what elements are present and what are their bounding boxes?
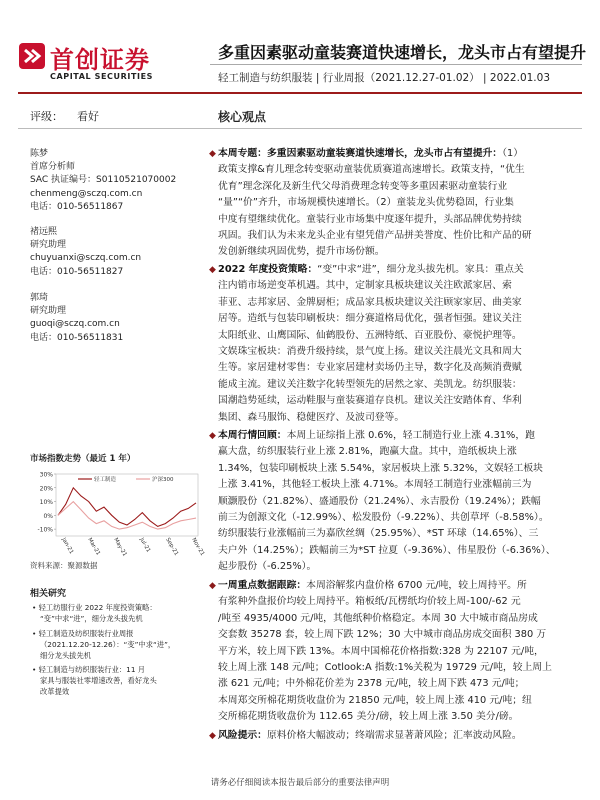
core-point-market-review: ◆ 本周行情回顾：本周上证综指上涨 0.6%，轻工制造行业上涨 4.31%，跑 赢大盘，纺织服装行业上涨 2.81%，跑赢大盘。其中，造纸板块上涨 1.34%，包装印刷板块上涨 5.54%，家居板块上涨 5.32%，文娱轻工板块 上涨 3.41%，其他轻工板块上涨 4.71%。本周轻工制造行业涨幅前三为 顺灏股份（21.82%）、盛通股份（21.24%）、永吉股份（19.24%）；跌幅 前三为创源文化（-12.99%）、松发股份（-9.22%）、共创草坪（-8.58%）。 纺织服装行业涨幅前三为嘉欣丝绸（25.95%）、*ST 环球（14.65%）、三 夫户外（14.25%）；跌幅前三为*ST 拉夏（-9.36%）、伟星股份（-6.36%）、 起步股份（-6.25%）。 <box>209 430 556 573</box>
analyst-phone: 电话：010-56511831 <box>30 332 124 343</box>
header-divider <box>210 64 582 65</box>
analyst-email[interactable]: chenmeng@sczq.com.cn <box>30 188 143 199</box>
company-logo-name: 首创证券 <box>50 45 150 74</box>
analyst-block <box>30 226 202 279</box>
analyst-block <box>30 292 202 345</box>
y-tick-label: 10% <box>39 499 53 507</box>
analyst-email[interactable]: chuyuanxi@sczq.com.cn <box>30 253 142 264</box>
bullet-icon: ◆ <box>209 731 216 741</box>
x-tick-label: Sep-21 <box>164 537 180 557</box>
rating <box>30 108 99 124</box>
company-logo-en: CAPITAL SECURITIES <box>50 72 154 81</box>
legend-label: 轻工制造 <box>94 477 117 483</box>
company-logo-mark <box>18 42 46 70</box>
analyst-name: 郭琦 <box>30 293 49 303</box>
analyst-role: 研究助理 <box>30 306 67 317</box>
core-views-heading: 核心观点 <box>218 110 267 124</box>
analyst-role: 研究助理 <box>30 240 67 251</box>
report-title: 多重因素驱动童装赛道快速增长，龙头市占有望提升 <box>218 43 587 62</box>
header-rule <box>18 92 582 94</box>
analyst-role: 首席分析师 <box>30 162 76 173</box>
related-research-item[interactable]: • 轻工纺服行业 2022 年度投资策略： “变”中求“进”，细分龙头拔先机 <box>32 603 157 623</box>
analyst-name: 陈梦 <box>30 149 49 159</box>
x-tick-label: Mar-21 <box>86 537 101 557</box>
core-point-risk-warning: ◆ 风险提示：原料价格大幅波动；终端需求显著萧风险；汇率波动风险。 <box>218 728 580 744</box>
rating-value: 看好 <box>77 110 99 123</box>
analyst-block <box>30 148 202 214</box>
core-point-annual-strategy: ◆ 2022 年度投资策略：“变”中求“进”，细分龙头拔先机。家具：重点关 注内销市场逆变革机遇。其中，定制家具板块建议关注欧派家居、索 菲亚、志邦家居、金牌厨柜；成品家具板块建议关注顾家家居、曲美家 居等。造纸与包装印刷板块：细分赛道格局优化，强者恒强。建议关注 太阳纸业、山鹰国际、仙鹤股份、五洲特纸、百亚股份、豪悦护理等。 文娱珠宝板块：消费升级持续，景气度上扬。建议关注晨光文具和周大 生等。家居建材零售：专业家居建材卖场仍主导，数字化及高频消费赋 能成主流。建议关注数字化转型领先的居然之家、美凯龙。纺织服装： 国潮趋势延续，运动鞋服与童装赛道存良机。建议关注安踏体育、华利 集团、森马服饰、稳健医疗、及波司登等。 <box>209 264 524 423</box>
analyst-cert: SAC 执证编号：S0110521070002 <box>30 175 177 186</box>
plot-frame <box>56 474 198 536</box>
analyst-phone: 电话：010-56511827 <box>30 266 124 277</box>
bullet-icon: ◆ <box>209 149 216 159</box>
analyst-email[interactable]: guoqi@sczq.com.cn <box>30 319 120 330</box>
footer-disclaimer: 请务必仔细阅读本报告最后部分的重要法律声明 <box>210 778 390 788</box>
related-research-item[interactable]: • 轻工制造及纺织服装行业周报 （2021.12.20-12.26）：“变”中求“进”， 细分龙头拔先机 <box>32 629 176 660</box>
y-tick-label: 20% <box>39 485 53 493</box>
chart-title: 市场指数走势（最近 1 年） <box>30 454 136 464</box>
analyst-phone: 电话：010-56511867 <box>30 201 124 212</box>
x-tick-label: Jul-21 <box>138 537 152 554</box>
y-tick-label: -10% <box>37 526 53 534</box>
core-point-data-tracking: ◆ 一周重点数据跟踪：本周浴解浆内盘价格 6700 元/吨，较上周持平。所 有浆种外盘报价均较上周持平。箱板纸/瓦楞纸均价较上周-100/-62 元 /吨至 4935/4000 元/吨，其他纸种价格稳定。本周 30 大中城市商品房成 交套数 35278 套，较上周下跌 12%；30 大中城市商品房成交面积 380 万 平方米，较上周下跌 13%。本周中国棉花价格指数:328 为 22107 元/吨， 较上周上涨 148 元/吨；Cotlook:A 指数:1%关税为 19729 元/吨，较上周上 涨 621 元/吨；中外棉花价差为 2378 元/吨，较上周下跌 473 元/吨； 本周郑交所棉花期货收盘价为 21850 元/吨，较上周上涨 410 元/吨；纽 交所棉花期货收盘价为 112.65 美分/磅，较上周上涨 3.50 美分/磅。 <box>209 580 552 723</box>
bullet-icon: ◆ <box>209 431 216 441</box>
chart-source: 资料来源：聚源数据 <box>30 561 98 570</box>
x-tick-label: Jan-21 <box>60 537 75 556</box>
y-tick-label: 30% <box>39 471 53 479</box>
analyst-name: 褚远熙 <box>30 227 58 237</box>
market-index-chart <box>30 466 206 558</box>
report-subtitle: 轻工制造与纺织服装 | 行业周报（2021.12.27-01.02） | 2022.01.03 <box>218 72 551 84</box>
y-tick-label: 0% <box>43 512 53 520</box>
bullet-icon: ◆ <box>209 581 216 591</box>
x-tick-label: Nov-21 <box>190 537 206 557</box>
section-divider <box>18 128 582 129</box>
related-research-heading: 相关研究 <box>30 589 67 599</box>
legend-label: 沪深300 <box>152 477 174 483</box>
core-point-weekly-topic: ◆ 本周专题：多重因素驱动童装赛道快速增长，龙头市占有望提升：（1） 政策支撑&育儿理念转变驱动童装优质赛道高速增长。政策支持，“优生 优育”理念深化及新生代父母消费理念转变等多重因素驱动童装行业 “量”“价”齐升，市场规模快速增长。（2）童装龙头优势稳固，行业集 中度有望继续优化。童装行业市场集中度逐年提升，头部品牌优势持续 巩固。我们认为未来龙头企业有望凭借产品拼美誉度、性价比和产品的研 发创新继续巩固优势，提升市场份额。 <box>209 148 532 258</box>
rating-label: 评级： <box>30 110 63 123</box>
x-tick-label: May-21 <box>112 537 128 558</box>
related-research-item[interactable]: • 轻工制造与纺织服装行业：11 月 家具与服装社零增速改善，看好龙头 改革提效 <box>32 665 157 696</box>
bullet-icon: ◆ <box>209 265 216 275</box>
